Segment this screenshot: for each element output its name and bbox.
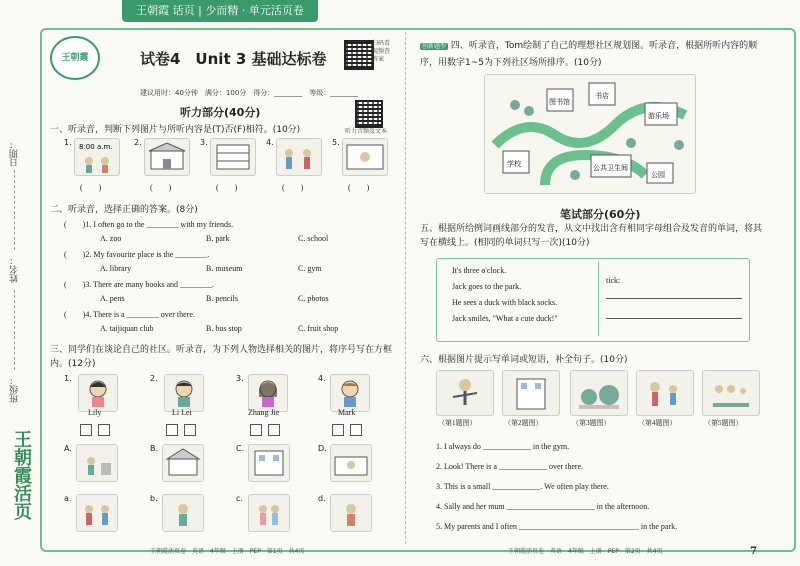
option-letter: b. [150, 494, 158, 503]
question-prompt: 一、听录音，判断下列图片与所听内容是(T)否(F)相符。(10分) [50, 125, 301, 135]
item-number: 2. [134, 138, 142, 147]
answer-paren[interactable]: ( ) [80, 183, 102, 192]
option-letter: d. [318, 494, 326, 503]
answer-paren[interactable]: ( ) [216, 183, 238, 192]
answer-line[interactable] [606, 298, 742, 299]
building-image [144, 138, 190, 176]
qr-code-icon[interactable] [344, 40, 374, 70]
scene-d-image [330, 444, 372, 482]
map-label: 书店 [595, 92, 609, 100]
passage-line: It's three o'clock. [452, 266, 507, 275]
option-b[interactable]: B. pencils [206, 294, 238, 303]
question-prompt: 六、根据图片提示写单词或短语，补全句子。(10分) [420, 355, 628, 365]
scene-a2-image [76, 494, 118, 532]
map-label: 图书馆 [549, 98, 570, 106]
exam-meta: 建议用时：40分钟 满分：100分 得分：________ 等级：________ [140, 89, 359, 97]
passage-line: Jack smiles, "What a cute duck!" [452, 314, 558, 323]
passage-line: Jack goes to the park. [452, 282, 522, 291]
option-c[interactable]: C. photos [298, 294, 329, 303]
section-heading: 笔试部分(60分) [560, 208, 641, 221]
option-b[interactable]: B. museum [206, 264, 243, 273]
q4-text: 四、听录音，Tom绘制了自己的理想社区规划图。听录音，根据所听内容的顺序，用数字1~5为下列社区场所排序。(10分) [420, 41, 758, 68]
clock-boy-image [74, 138, 120, 176]
qr-label: 听力音频及文本 [345, 128, 388, 135]
spine-line [14, 290, 15, 370]
page-number: 7 [750, 546, 757, 557]
time-text: 8:00 a.m. [79, 143, 113, 151]
community-map [484, 74, 696, 194]
map-label: 公共卫生间 [593, 164, 628, 172]
image-caption: （第4题图） [638, 419, 677, 427]
zhang-jie-avatar [248, 374, 288, 412]
answer-box[interactable] [332, 424, 344, 436]
item-number: 5. [332, 138, 340, 147]
answer-line[interactable] [606, 318, 742, 319]
answer-box[interactable] [80, 424, 92, 436]
scene-b-image [162, 444, 204, 482]
fill-sentence[interactable]: 1. I always do ____________ in the gym. [436, 442, 570, 451]
brand-logo: 王朝霞活页 [11, 430, 32, 520]
map-label: 公园 [651, 171, 665, 179]
lily-avatar [78, 374, 118, 412]
option-letter: a. [64, 494, 72, 503]
image-caption: （第1题图） [438, 419, 477, 427]
header-banner: 王朝霞 话页 | 少而精 · 单元活页卷 [122, 0, 318, 22]
playground-image [342, 138, 388, 176]
option-b[interactable]: B. bus stop [206, 324, 242, 333]
person-name: Mark [338, 408, 356, 417]
option-a[interactable]: A. taijiquan club [100, 324, 154, 333]
option-a[interactable]: A. pens [100, 294, 125, 303]
question-prompt: 五、根据所给例词画线部分的发音，从文中找出含有相同字母组合及发音的单词，将其写在横线上。(相同的单词只写一次)(10分) [420, 224, 763, 248]
answer-box[interactable] [350, 424, 362, 436]
scene-c-image [248, 444, 290, 482]
item-number: 1. [64, 138, 72, 147]
answer-box[interactable] [184, 424, 196, 436]
option-letter: A. [64, 444, 72, 453]
passage-divider [598, 262, 599, 336]
question-prompt: 三、同学们在谈论自己的社区。听录音，为下列人物选择相关的图片，将序号写在方框内。(12分) [50, 345, 393, 369]
option-b[interactable]: B. park [206, 234, 230, 243]
passage-line: He sees a duck with black socks. [452, 298, 558, 307]
library-image [210, 138, 256, 176]
page-footer: 王朝霞活页卷 英语 4年级 上册 PEP 第1页 共4页 [150, 548, 305, 555]
publisher-logo: 王朝霞 [50, 36, 100, 80]
answer-paren[interactable]: ( ) [348, 183, 370, 192]
answer-box[interactable] [166, 424, 178, 436]
hint-image-4 [636, 370, 694, 416]
question-stem: ( )3. There are many books and ________. [64, 280, 215, 289]
name-label: 姓名： [10, 256, 20, 283]
scene-b2-image [162, 494, 204, 532]
image-caption: （第2题图） [504, 419, 543, 427]
item-number: 3. [200, 138, 208, 147]
answer-paren[interactable]: ( ) [150, 183, 172, 192]
class-label: 班级： [10, 376, 20, 403]
page-footer: 王朝霞活页卷 英语 4年级 上册 PEP 第2页 共4页 [508, 548, 663, 555]
question-stem: ( )2. My favourite place is the ________. [64, 250, 210, 259]
scene-c2-image [248, 494, 290, 532]
option-letter: D. [318, 444, 327, 453]
question-stem: ( )4. There is a ________ over there. [64, 310, 195, 319]
item-number: 3. [236, 374, 244, 383]
innovation-badge: 创新题型 [422, 43, 447, 50]
li-lei-avatar [164, 374, 204, 412]
answer-paren[interactable]: ( ) [282, 183, 304, 192]
question-prompt: 二、听录音，选择正确的答案。(8分) [50, 205, 198, 215]
spine-line [14, 170, 15, 250]
date-label: 日期： [10, 140, 20, 167]
scene-a-image [76, 444, 118, 482]
option-c[interactable]: C. school [298, 234, 329, 243]
hint-image-3 [570, 370, 628, 416]
option-c[interactable]: C. gym [298, 264, 322, 273]
hint-image-5 [702, 370, 760, 416]
person-name: Zhang Jie [248, 408, 280, 417]
question-stem: ( )1. I often go to the ________ with my friends. [64, 220, 234, 229]
option-a[interactable]: A. zoo [100, 234, 122, 243]
image-caption: （第5题图） [704, 419, 743, 427]
map-label: 游乐场 [648, 112, 669, 120]
option-a[interactable]: A. library [100, 264, 132, 273]
binding-spine [0, 0, 38, 566]
scene-d2-image [330, 494, 372, 532]
hint-image-2 [502, 370, 560, 416]
section-heading: 听力部分(40分) [180, 106, 261, 119]
kids-image [276, 138, 322, 176]
map-label: 学校 [507, 160, 521, 168]
answer-box[interactable] [250, 424, 262, 436]
fill-sentence[interactable]: 2. Look! There is a ____________ over there. [436, 462, 584, 471]
mark-avatar [330, 374, 370, 412]
option-letter: c. [236, 494, 243, 503]
item-number: 4. [266, 138, 274, 147]
item-number: 4. [318, 374, 326, 383]
hint-image-1 [436, 370, 494, 416]
fill-sentence[interactable]: 3. This is a small ____________. We often play there. [436, 482, 609, 491]
item-number: 1. [64, 374, 72, 383]
fill-sentence[interactable]: 4. Sally and her mum ______________________ in the afternoon. [436, 502, 650, 511]
answer-box[interactable] [98, 424, 110, 436]
page-title: 试卷4 Unit 3 基础达标卷 [140, 50, 327, 68]
qr-label: 扫码看视频查答案 [372, 40, 391, 63]
answer-box[interactable] [268, 424, 280, 436]
example-word: tick: [606, 276, 621, 285]
image-caption: （第3题图） [572, 419, 611, 427]
option-letter: B. [150, 444, 159, 453]
fill-sentence[interactable]: 5. My parents and I often ______________________________ in the park. [436, 522, 678, 531]
page-divider [405, 32, 406, 544]
person-name: Li Lei [172, 408, 192, 417]
option-letter: C. [236, 444, 245, 453]
option-c[interactable]: C. fruit shop [298, 324, 339, 333]
question-prompt [420, 38, 760, 71]
person-name: Lily [88, 408, 102, 417]
item-number: 2. [150, 374, 158, 383]
